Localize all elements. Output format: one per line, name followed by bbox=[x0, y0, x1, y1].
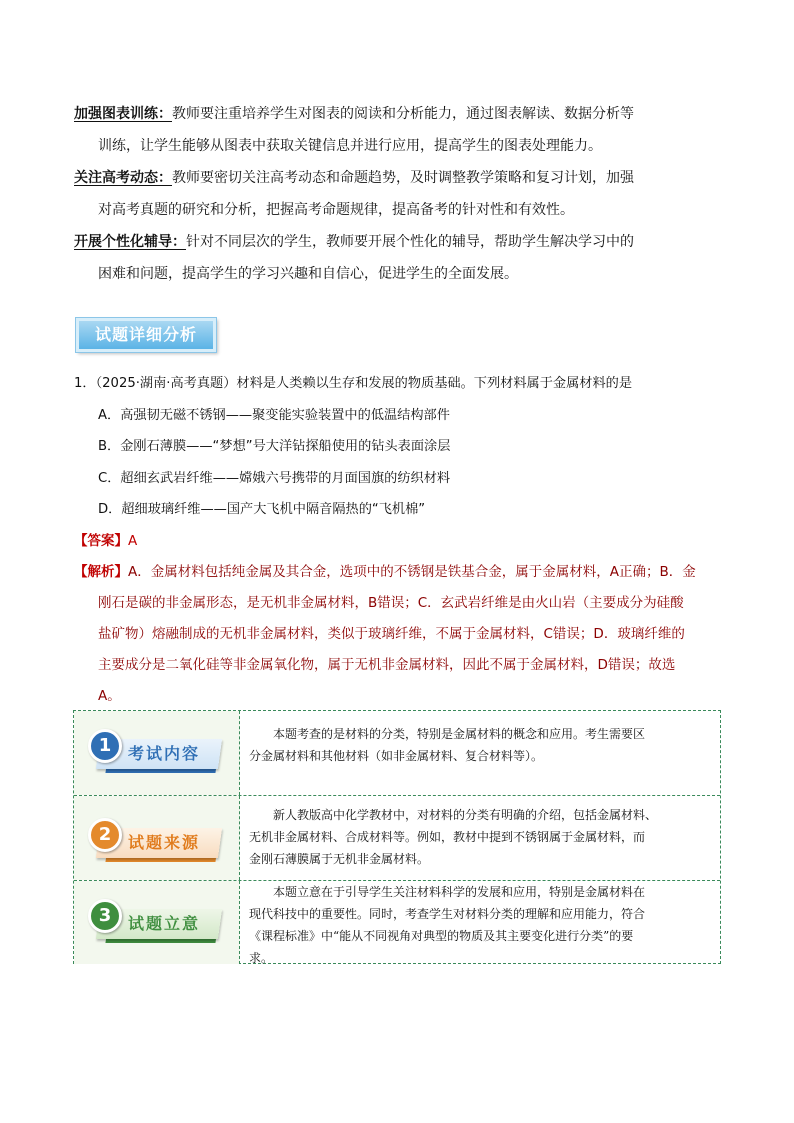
analysis-tag: 【解析】 bbox=[74, 564, 128, 580]
answer-line bbox=[74, 526, 734, 557]
tip-heading: 关注高考动态： bbox=[74, 170, 172, 186]
tip-heading: 开展个性化辅导： bbox=[74, 234, 186, 250]
row-number: 2 bbox=[88, 818, 122, 852]
tip-text: 教师要注重培养学生对图表的阅读和分析能力，通过图表解读、数据分析等 bbox=[172, 106, 634, 122]
option-b: B．金刚石薄膜——“梦想”号大洋钻探船使用的钻头表面涂层 bbox=[98, 439, 451, 454]
analysis-line: A．金属材料包括纯金属及其合金，选项中的不锈钢是铁基合金，属于金属材料，A正确；B．金 bbox=[128, 564, 696, 580]
row-number: 3 bbox=[88, 899, 122, 933]
badge bbox=[88, 899, 228, 945]
tip-text-cont: 训练，让学生能够从图表中获取关键信息并进行应用，提高学生的图表处理能力。 bbox=[98, 138, 602, 154]
tip-text: 教师要密切关注高考动态和命题趋势，及时调整教学策略和复习计划，加强 bbox=[172, 170, 634, 186]
section-title: 试题详细分析 bbox=[76, 318, 216, 352]
option-d: D．超细玻璃纤维——国产大飞机中隔音隔热的“飞机棉” bbox=[98, 502, 426, 517]
row-content: 本题立意在于引导学生关注材料科学的发展和应用，特别是金属材料在 现代科技中的重要性。同时，考查学生对材料分类的理解和应用能力，符合 《课程标准》中“能从不同视角对典型的物质及其主要变化进行分类”的要 求。 bbox=[249, 885, 646, 965]
question-block bbox=[74, 368, 734, 526]
tip-text-cont: 对高考真题的研究和分析，把握高考命题规律，提高备考的针对性和有效性。 bbox=[98, 202, 574, 218]
teaching-tips bbox=[74, 98, 724, 290]
analysis-line: A。 bbox=[98, 688, 121, 704]
answer-block bbox=[74, 526, 734, 712]
row-label: 试题立意 bbox=[128, 914, 201, 933]
tip-text: 针对不同层次的学生，教师要开展个性化的辅导，帮助学生解决学习中的 bbox=[186, 234, 634, 250]
row-content: 新人教版高中化学教材中，对材料的分类有明确的介绍，包括金属材料、 无机非金属材料、合成材料等。例如，教材中提到不锈钢属于金属材料，而 金刚石薄膜属于无机非金属材料。 bbox=[249, 808, 658, 866]
tip-heading: 加强图表训练： bbox=[74, 106, 172, 122]
row-label: 试题来源 bbox=[128, 833, 201, 852]
answer-tag: 【答案】 bbox=[74, 533, 128, 549]
analysis bbox=[74, 557, 734, 712]
option-c: C．超细玄武岩纤维——嫦娥六号携带的月面国旗的纺织材料 bbox=[98, 470, 451, 486]
row-label: 考试内容 bbox=[128, 744, 201, 763]
table-row bbox=[74, 711, 720, 796]
question-stem: 1．（2025·湖南·高考真题）材料是人类赖以生存和发展的物质基础。下列材料属于金属材料的是 bbox=[74, 376, 633, 391]
tip-text-cont: 困难和问题，提高学生的学习兴趣和自信心，促进学生的全面发展。 bbox=[98, 266, 518, 282]
table-row bbox=[74, 881, 720, 964]
tip-item bbox=[74, 162, 724, 226]
analysis-line: 主要成分是二氧化硅等非金属氧化物，属于无机非金属材料，因此不属于金属材料，D错误；故选 bbox=[98, 657, 676, 673]
analysis-line: 盐矿物）熔融制成的无机非金属材料，类似于玻璃纤维，不属于金属材料，C错误；D．玻璃纤维的 bbox=[98, 626, 685, 642]
analysis-table bbox=[73, 710, 721, 964]
tip-item bbox=[74, 98, 724, 162]
tip-item bbox=[74, 226, 724, 290]
analysis-line: 刚石是碳的非金属形态，是无机非金属材料，B错误；C．玄武岩纤维是由火山岩（主要成分为硅酸 bbox=[98, 595, 684, 611]
badge bbox=[88, 818, 228, 864]
table-row bbox=[74, 796, 720, 881]
row-number: 1 bbox=[88, 729, 122, 763]
option-a: A．高强韧无磁不锈钢——聚变能实验装置中的低温结构部件 bbox=[98, 407, 450, 423]
answer-value: A bbox=[128, 533, 138, 549]
row-content: 本题考查的是材料的分类，特别是金属材料的概念和应用。考生需要区 分金属材料和其他材料（如非金属材料、复合材料等）。 bbox=[249, 727, 646, 763]
badge bbox=[88, 729, 228, 775]
